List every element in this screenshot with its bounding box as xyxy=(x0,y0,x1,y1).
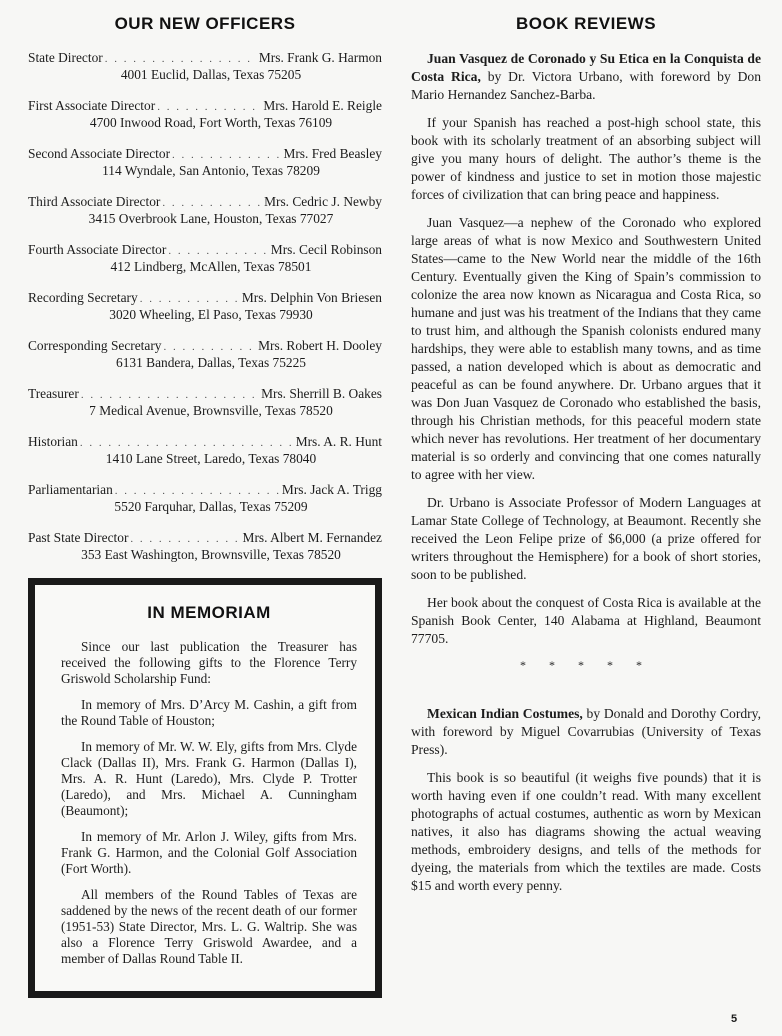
officer-address: 7 Medical Avenue, Brownsville, Texas 78520 xyxy=(89,403,333,418)
officer-address: 114 Wyndale, San Antonio, Texas 78209 xyxy=(102,163,320,178)
book-byline: by Donald and Dorothy Cordry, with foreword by Miguel Covarrubias (University of Texas Press). xyxy=(411,706,761,757)
officer-address: 3020 Wheeling, El Paso, Texas 79930 xyxy=(109,307,313,322)
officer-name: Mrs. Jack A. Trigg xyxy=(281,482,382,497)
memoriam-box xyxy=(28,578,382,998)
officer-title: Historian xyxy=(28,434,78,449)
officer-address: 412 Lindberg, McAllen, Texas 78501 xyxy=(110,259,312,274)
memoriam-paragraph: In memory of Mr. Arlon J. Wiley, gifts from Mrs. Frank G. Harmon, and the Colonial Golf Association (Fort Worth). xyxy=(61,829,357,876)
memoriam-paragraph: All members of the Round Tables of Texas are saddened by the news of the recent death of our former (1951-53) State Director, Mrs. L. G. Waltrip. She was also a Florence Terry Griswold Awardee, and a member of Dallas Round Table II. xyxy=(61,887,357,966)
officer-name: Mrs. A. R. Hunt xyxy=(295,434,382,449)
officer-address: 6131 Bandera, Dallas, Texas 75225 xyxy=(116,355,306,370)
officer-address: 5520 Farquhar, Dallas, Texas 75209 xyxy=(114,499,308,514)
officer-entry xyxy=(28,290,382,323)
review-mexican-costumes xyxy=(411,705,761,895)
review-citation xyxy=(411,50,761,104)
officer-entry xyxy=(28,194,382,227)
officer-name: Mrs. Albert M. Fernandez xyxy=(242,530,382,545)
reviews-heading: BOOK REVIEWS xyxy=(515,14,657,33)
page-number: 5 xyxy=(731,1013,738,1025)
officer-address: 3415 Overbrook Lane, Houston, Texas 77027 xyxy=(88,211,334,226)
review-paragraph: This book is so beautiful (it weighs five pounds) that it is worth having even if one couldn’t read. With many excellent photographs of actual costumes, authentic as worn by Mexican natives, it also has diagrams showing the actual weaving methods, embroidery designs, and tells of the methods for dyeing, the materials from which the textiles are made. Costs $15 and worth every penny. xyxy=(411,770,761,893)
officer-title: Parliamentarian xyxy=(28,482,113,497)
officer-title: First Associate Director xyxy=(28,98,156,113)
review-paragraph: Juan Vasquez—a nephew of the Coronado who explored large areas of what is now Mexico and Southwestern United States—came to the New World near the middle of the 16th Century. Eventually given the King of Spain’s commission to colonize the area now known as Nicaragua and Costa Rica, so humane and just was his treatment of the Indians that they came to trust him, and although the Spanish colonists endured many hardships, they were able to establish many towns, and as time passed, a nation developed which is about as democratic and peaceful as can be found anywhere. Dr. Urbano argues that it was Don Juan Vasquez de Coronado who established the basis, through his Christian methods, for this peaceful modern state which never has revolutions. Her treatment of her documentary material is so orderly and convincing that one comes naturally to agree with her view. xyxy=(411,215,761,482)
officer-address: 353 East Washington, Brownsville, Texas 78520 xyxy=(81,547,341,562)
review-coronado xyxy=(411,50,761,648)
memoriam-paragraph: In memory of Mrs. D’Arcy M. Cashin, a gift from the Round Table of Houston; xyxy=(61,697,357,728)
review-citation xyxy=(411,705,761,759)
officer-address: 4700 Inwood Road, Fort Worth, Texas 76109 xyxy=(89,115,333,130)
officer-entry xyxy=(28,242,382,275)
officer-entry xyxy=(28,338,382,371)
officer-title: Corresponding Secretary xyxy=(28,338,162,353)
officer-name: Mrs. Sherrill B. Oakes xyxy=(261,386,382,401)
officer-title: Past State Director xyxy=(28,530,129,545)
officer-name: Mrs. Delphin Von Briesen xyxy=(241,290,382,305)
officer-name: Mrs. Fred Beasley xyxy=(283,146,382,161)
memoriam-paragraph: In memory of Mr. W. W. Ely, gifts from Mrs. Clyde Clack (Dallas II), Mrs. Frank G. Harmon (Dallas I), Mrs. A. R. Hunt (Laredo), Mrs. Clyde P. Trotter (Laredo), and Mrs. Michael A. Cunningham (Beaumont); xyxy=(61,739,357,818)
review-paragraph: If your Spanish has reached a post-high school state, this book with its scholarly treatment of an absorbing subject will give you many hours of delight. The author’s theme is the power of kindness and justice to set in motion those majestic forces of civilization that can bring peace and happiness. xyxy=(411,115,761,202)
officer-name: Mrs. Robert H. Dooley xyxy=(258,338,382,353)
officer-entry xyxy=(28,386,382,419)
book-reviews-section xyxy=(411,14,761,905)
officers-section xyxy=(28,14,382,578)
officer-entry xyxy=(28,98,382,131)
officer-title: Fourth Associate Director xyxy=(28,242,167,257)
officer-entry xyxy=(28,530,382,563)
officer-entry xyxy=(28,50,382,83)
officer-title: Third Associate Director xyxy=(28,194,161,209)
officer-name: Mrs. Cecil Robinson xyxy=(270,242,382,257)
officer-entry xyxy=(28,434,382,467)
officer-name: Mrs. Cedric J. Newby xyxy=(264,194,382,209)
book-byline: by Dr. Victora Urbano, with foreword by Don Mario Hernandez Sanchez-Barba. xyxy=(411,69,761,102)
officer-address: 4001 Euclid, Dallas, Texas 75205 xyxy=(120,67,302,82)
officer-title: State Director xyxy=(28,50,103,65)
officers-heading: OUR NEW OFFICERS xyxy=(114,14,296,33)
memoriam-heading: IN MEMORIAM xyxy=(147,603,271,622)
officer-title: Recording Secretary xyxy=(28,290,138,305)
officer-title: Second Associate Director xyxy=(28,146,171,161)
section-separator: * * * * * xyxy=(520,658,652,672)
memoriam-paragraph: Since our last publication the Treasurer has received the following gifts to the Florence Terry Griswold Scholarship Fund: xyxy=(61,639,357,686)
officer-name: Mrs. Frank G. Harmon xyxy=(258,50,382,65)
officer-entry xyxy=(28,482,382,515)
officer-entry xyxy=(28,146,382,179)
book-title: Mexican Indian Costumes, xyxy=(427,706,583,721)
officer-name: Mrs. Harold E. Reigle xyxy=(263,98,382,113)
review-paragraph: Dr. Urbano is Associate Professor of Modern Languages at Lamar State College of Technology, at Beaumont. Recently she received the Leon Felipe prize of $6,000 (a prize offered for writers throughout the Hemisphere) for a book of short stories, soon to be published. xyxy=(411,495,761,582)
officer-address: 1410 Lane Street, Laredo, Texas 78040 xyxy=(105,451,317,466)
officer-title: Treasurer xyxy=(28,386,79,401)
review-paragraph: Her book about the conquest of Costa Rica is available at the Spanish Book Center, 140 Alabama at Highland, Beaumont 77705. xyxy=(411,595,761,646)
officers-list xyxy=(28,50,382,563)
book-title: Juan Vasquez de Coronado y Su Etica en la Conquista de Costa Rica, xyxy=(411,51,761,84)
